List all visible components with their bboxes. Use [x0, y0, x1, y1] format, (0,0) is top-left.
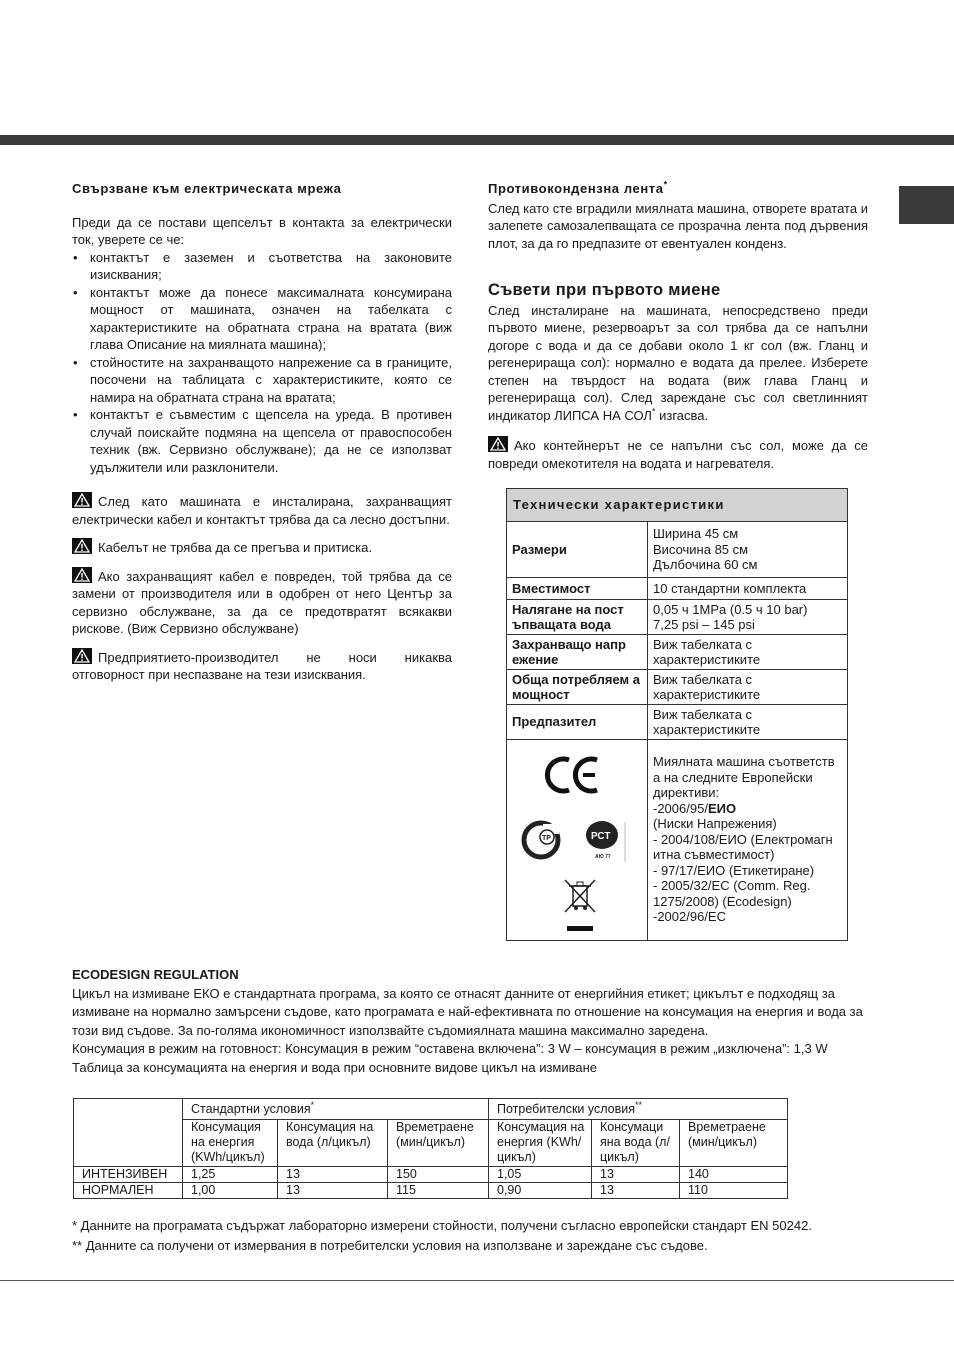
warning-icon	[72, 648, 92, 664]
spec-key: Вместимост	[507, 578, 648, 600]
table-cell: 115	[388, 1183, 489, 1199]
tech-specs-title: Технически характеристики	[507, 489, 848, 522]
directive-line	[653, 801, 843, 817]
gost-r-mark-icon	[524, 823, 559, 857]
directives-intro: Миялната машина съответств а на следните Европейски директиви:	[653, 754, 835, 800]
footnote: ** Данните са получени от измервания в потребителски условия на използване и зареждане със съдове.	[72, 1238, 708, 1253]
first-wash-text	[488, 302, 868, 425]
spec-value-line: 7,25 psi – 145 psi	[653, 617, 755, 632]
row-label: НОРМАЛЕН	[74, 1183, 183, 1199]
group-header-standard	[183, 1099, 489, 1120]
first-use-section	[488, 180, 868, 472]
warning-note	[72, 538, 452, 557]
table-row	[507, 740, 848, 941]
directive-line: -2002/96/EC	[653, 909, 726, 924]
gost-left-text: ТР	[542, 835, 551, 842]
list-item: • контактът е съвместим с щепсела на уреда. В противен случай поискайте подмяна на щепсела от правоспособен техник (вж. Сервизно обслужване); да не се използват удължители или разклонители.	[72, 406, 452, 476]
footnotes	[72, 1216, 872, 1256]
warning-icon	[72, 538, 92, 554]
row-label: ИНТЕНЗИВЕН	[74, 1167, 183, 1183]
table-cell: 140	[680, 1167, 788, 1183]
footnote-mark: **	[635, 1099, 643, 1110]
standby-consumption: Консумация в режим на готовност: Консумация в режим “оставена включена”: 3 W – консумация в режим „изключена”: 1,3 W	[72, 1041, 828, 1056]
warning-icon	[488, 436, 508, 452]
header-bar	[0, 135, 954, 145]
table-cell: 13	[592, 1167, 680, 1183]
warning-note	[72, 648, 452, 684]
section-heading-electrical: Свързване към електрическата мрежа	[72, 181, 342, 196]
warning-note	[488, 436, 868, 472]
directive-line: (Ниски Напрежения)	[653, 816, 777, 831]
spec-key: Обща потребляем а мощност	[507, 670, 648, 705]
column-header: Времетраене (мин/цикъл)	[680, 1120, 788, 1167]
footnote: * Данните на програмата съдържат лабораторно измерени стойности, получени съгласно европейски стандарт EN 50242.	[72, 1218, 812, 1233]
warning-text: Предприятието-производител не носи никаква отговорност при неспазване на тези изисквания.	[72, 649, 452, 682]
list-item: • контактът може да понесе максималната консумирана мощност от машината, означен на табелката с характеристиките на обратната страна на вратата (виж глава Описание на миялната машина);	[72, 284, 452, 354]
footnote-mark: *	[651, 406, 656, 417]
table-row	[507, 578, 848, 600]
spec-value: Виж табелката с характеристиките	[648, 705, 848, 740]
table-cell: 150	[388, 1167, 489, 1183]
group-header-consumer	[489, 1099, 788, 1120]
group-label: Потребителски условия	[497, 1101, 636, 1116]
table-cell: 1,25	[183, 1167, 278, 1183]
table-cell: 1,00	[183, 1183, 278, 1199]
directive-code-bold: ЕИО	[707, 800, 737, 816]
table-cell: 110	[680, 1183, 788, 1199]
list-item: • стойностите на захранващото напрежение са в границите, посочени на таблицата с характеристиките, която се намира на обратната страна на вратата;	[72, 354, 452, 407]
table-cell: 1,05	[489, 1167, 592, 1183]
table-row	[507, 600, 848, 635]
table-row	[507, 705, 848, 740]
certification-logos	[507, 740, 648, 941]
warning-icon	[72, 492, 92, 508]
logos-area	[507, 740, 638, 940]
weee-bin-icon	[565, 880, 595, 931]
directive-line: - 97/17/ЕИО (Етикетиране)	[653, 862, 815, 878]
spec-value-line: Дълбочина 60 см	[653, 557, 758, 573]
first-wash-end: изгасва.	[655, 407, 709, 423]
ce-mark-icon	[547, 759, 597, 791]
spec-value	[648, 600, 848, 635]
spec-value: Виж табелката с характеристиките	[648, 635, 848, 670]
table-cell: 13	[278, 1183, 388, 1199]
spec-key: Предпазител	[507, 705, 648, 740]
footnote-mark: *	[663, 179, 668, 190]
first-wash-body: След инсталиране на машината, непосредствено преди първото миене, резервоарът за сол трябва да се напълни догоре с вода и да се добави около 1 кг сол (вж. Гланц и регенерираща сол): нормално е водата да прелее. Изберете степен на твърдост на водата (виж глава Гланц и регенерираща сол). След зареждане със сол светлинният индикатор ЛИПСА НА СОЛ	[488, 302, 868, 423]
group-label: Стандартни условия	[191, 1101, 311, 1116]
section-heading-anticondensation	[488, 180, 868, 198]
table-row	[507, 635, 848, 670]
spec-value: 10 стандартни комплекта	[648, 578, 848, 600]
spec-value: Виж табелката с характеристиките	[648, 670, 848, 705]
consumption-table	[73, 1098, 788, 1199]
warning-text: Кабелът не трябва да се прегъва и притиска.	[98, 540, 372, 555]
table-cell: 0,90	[489, 1183, 592, 1199]
column-header: Консумаци яна вода (л/цикъл)	[592, 1120, 680, 1167]
footer-rule	[0, 1280, 954, 1281]
spec-key: Захранващо напр ежение	[507, 635, 648, 670]
warning-text: Ако контейнерът не се напълни със сол, може да се повреди омекотителя на водата и нагревателя.	[488, 438, 868, 471]
heading-text: Противокондензна лента	[488, 181, 664, 196]
column-header: Консумация на енергия (KWh/цикъл)	[183, 1120, 278, 1167]
spec-key: Размери	[507, 522, 648, 578]
spacer	[653, 925, 843, 939]
directives-cell	[648, 740, 848, 941]
ecodesign-section	[72, 966, 870, 1077]
column-header: Консумация на енергия (KWh/цикъл)	[489, 1120, 592, 1167]
spec-value-line: 0,05 ч 1MPa (0.5 ч 10 bar)	[653, 601, 808, 617]
footnote-mark: *	[310, 1099, 315, 1110]
anticondensation-text: След като сте вградили миялната машина, отворете вратата и залепете самозалепващата се прозрачна лента под дървения плот, за да го предпазите от евентуален конденз.	[488, 200, 868, 251]
section-heading-first-wash: Съвети при първото миене	[488, 281, 721, 299]
column-header: Времетраене (мин/цикъл)	[388, 1120, 489, 1167]
consumption-table-caption: Таблица за консумацията на енергия и вода при основните видове цикъл на измиване	[72, 1059, 598, 1075]
warning-icon	[72, 567, 92, 583]
certification-marks-svg	[507, 740, 638, 940]
directive-code: -2006/95/	[653, 800, 708, 816]
spec-value-line: Височина 85 см	[653, 541, 749, 557]
table-cell: 13	[592, 1183, 680, 1199]
table-row	[507, 522, 848, 578]
table-row	[74, 1099, 788, 1120]
ecodesign-heading: ECODESIGN REGULATION	[72, 967, 239, 982]
gost-code-text: АЮ 77	[595, 854, 611, 860]
language-tab-marker	[899, 186, 954, 224]
electrical-intro: Преди да се постави щепселът в контакта за електрически ток, уверете се че:	[72, 214, 452, 247]
table-row	[507, 670, 848, 705]
table-row	[74, 1183, 788, 1199]
column-header: Консумация на вода (л/цикъл)	[278, 1120, 388, 1167]
list-item: • контактът е заземен и съответства на законовите изисквания;	[72, 249, 452, 284]
warning-note	[72, 492, 452, 528]
empty-corner-cell	[74, 1099, 183, 1167]
electrical-checklist	[72, 249, 452, 477]
tech-specs-table	[506, 488, 848, 941]
table-row	[74, 1167, 788, 1183]
spec-value-line: Ширина 45 см	[653, 526, 739, 542]
table-cell: 13	[278, 1167, 388, 1183]
spec-value	[648, 522, 848, 578]
directive-line: - 2005/32/EC (Comm. Reg. 1275/2008) (Ecodesign)	[653, 878, 811, 909]
ecodesign-paragraph: Цикъл на измиване ЕКО е стандартната програма, за която се отнасят данните от енергийния етикет; цикълът е подходящ за измиване на нормално замърсени съдове, като програмата е най-ефективната по отношение на консумация на енергия и вода за този вид съдове. За по-голяма икономичност използвайте съдомиялната машина максимално заредена.	[72, 985, 863, 1038]
electrical-section	[72, 180, 452, 684]
warning-text: След като машината е инсталирана, захранващият електрически кабел и контактът трябва да са лесно достъпни.	[72, 494, 452, 527]
spec-key: Налягане на пост ъпващата вода	[507, 600, 648, 635]
pct-mark-icon	[586, 821, 625, 862]
directive-line: - 2004/108/ЕИО (Електромагн итна съвместимост)	[653, 831, 833, 862]
warning-text: Ако захранващият кабел е повреден, той трябва да се замени от производителя или в одобрен от него Център за сервизно обслужване, за да се предотвратят всякакви рискове. (Виж Сервизно обслужване)	[72, 568, 452, 636]
gost-right-text: РСТ	[591, 831, 611, 842]
warning-note	[72, 567, 452, 638]
